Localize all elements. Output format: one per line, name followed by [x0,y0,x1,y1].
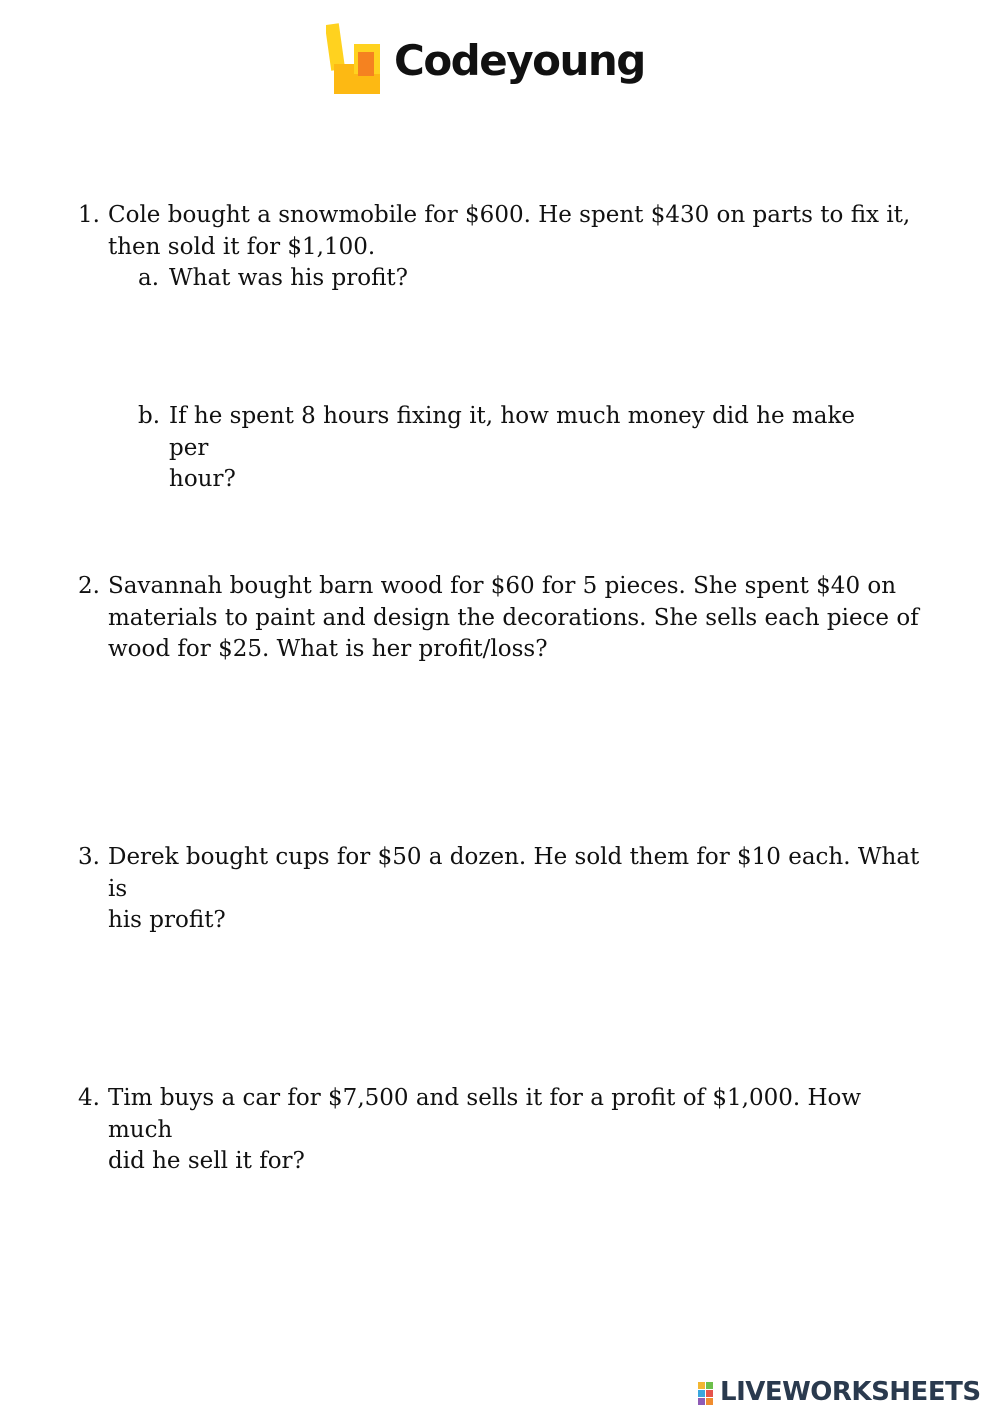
subquestion-1b [138,401,898,496]
question-number: 1. [78,202,100,228]
liveworksheets-brand: LIVEWORKSHEETS [720,1377,981,1407]
subquestion-text: If he spent 8 hours fixing it, how much money did he make per hour? [169,403,856,492]
liveworksheets-logo [698,1377,998,1409]
question-4 [78,1083,928,1178]
question-number: 2. [78,573,100,599]
question-text: Derek bought cups for $50 a dozen. He sold them for $10 each. What is his profit? [108,844,920,933]
question-text: Tim buys a car for $7,500 and sells it for a profit of $1,000. How much did he sell it for? [108,1085,862,1174]
codeyoung-logo-icon [326,22,382,96]
question-number: 4. [78,1085,100,1111]
question-text: Cole bought a snowmobile for $600. He spent $430 on parts to fix it, then sold it for $1,100. [108,202,911,260]
question-2 [78,571,928,666]
brand-name: Codeyoung [394,36,645,85]
codeyoung-logo [326,22,676,102]
subquestion-text: What was his profit? [169,265,408,291]
liveworksheets-logo-icon [698,1382,722,1406]
question-3 [78,842,928,937]
subquestion-label: b. [138,403,161,429]
question-text: Savannah bought barn wood for $60 for 5 pieces. She spent $40 on materials to paint and design the decorations. She sells each piece of wood for $25. What is her profit/loss? [108,573,919,662]
question-1 [78,200,928,263]
subquestion-1a [138,263,898,295]
subquestion-label: a. [138,265,160,291]
question-number: 3. [78,844,100,870]
